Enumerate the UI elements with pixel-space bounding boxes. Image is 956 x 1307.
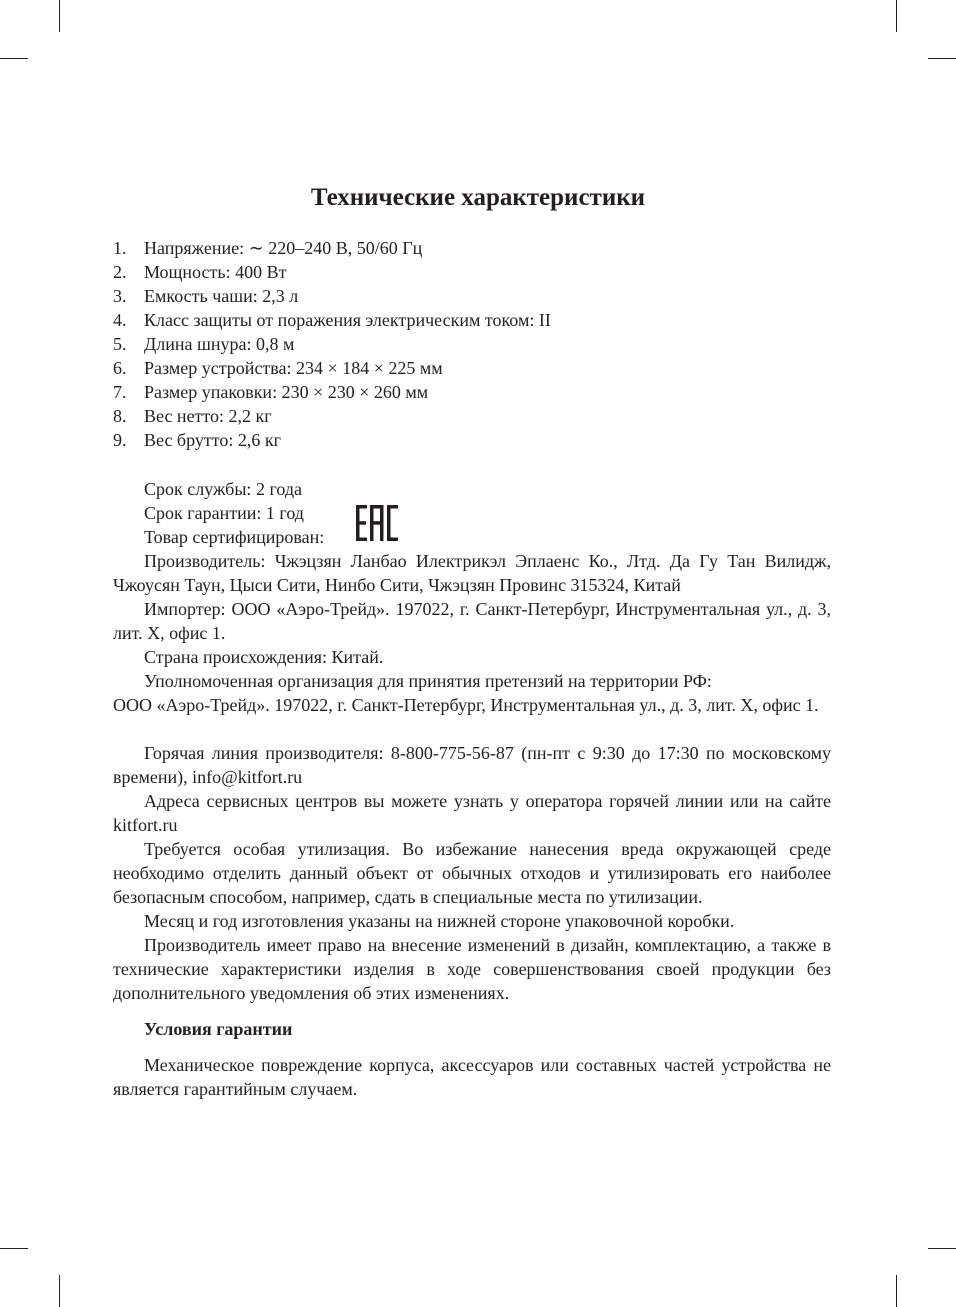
changes-notice: Производитель имеет право на внесение изменений в дизайн, комплектацию, а также в технические характеристики изделия в ходе совершенствования своей продукции без дополнительного уведомления об этих изменениях. (113, 935, 831, 1003)
list-item: 5. Длина шнура: 0,8 м (113, 334, 295, 354)
country-of-origin: Страна происхождения: Китай. (144, 647, 384, 667)
eac-mark-icon (356, 505, 398, 541)
manufacture-date: Месяц и год изготовления указаны на нижней стороне упаковочной коробки. (144, 911, 735, 931)
list-item: 3. Емкость чаши: 2,3 л (113, 286, 299, 306)
crop-mark (928, 58, 956, 59)
crop-mark (896, 0, 897, 32)
service-centers: Адреса сервисных центров вы можете узнать у оператора горячей линии или на сайте kitfort.ru (113, 791, 831, 835)
service-life: Срок службы: 2 года (144, 479, 303, 499)
crop-mark (59, 1275, 60, 1307)
crop-mark (0, 1248, 28, 1249)
crop-mark (0, 58, 28, 59)
crop-mark (896, 1275, 897, 1307)
list-item: 8. Вес нетто: 2,2 кг (113, 406, 272, 426)
warranty-heading: Условия гарантии (144, 1019, 293, 1039)
manufacturer: Производитель: Чжэцзян Ланбао Илектрикэл Эплаенс Ко., Лтд. Да Гу Тан Вилидж, Чжоусян Таун, Цыси Сити, Нинбо Сити, Чжэцзян Провинс 315324, Китай (113, 551, 831, 595)
spec-list (113, 236, 551, 452)
list-item: 7. Размер упаковки: 230 × 230 × 260 мм (113, 382, 429, 402)
list-item: 2. Мощность: 400 Вт (113, 262, 287, 282)
importer: Импортер: ООО «Аэро-Трейд». 197022, г. Санкт-Петербург, Инструментальная ул., д. 3, лит. Х, офис 1. (113, 599, 831, 643)
crop-mark (928, 1248, 956, 1249)
authorized-organization: Уполномоченная организация для принятия претензий на территории РФ: (144, 671, 712, 691)
warranty-period: Срок гарантии: 1 год (144, 503, 304, 523)
list-item: 6. Размер устройства: 234 × 184 × 225 мм (113, 358, 443, 378)
crop-mark (59, 0, 60, 32)
certified-label: Товар сертифицирован: (144, 527, 325, 547)
authorized-organization-address: ООО «Аэро-Трейд». 197022, г. Санкт-Петербург, Инструментальная ул., д. 3, лит. Х, офис 1. (113, 695, 819, 715)
hotline: Горячая линия производителя: 8-800-775-56-87 (пн-пт с 9:30 до 17:30 по московскому времени), info@kitfort.ru (113, 743, 831, 787)
page-title: Технические характеристики (310, 184, 646, 211)
list-item: 9. Вес брутто: 2,6 кг (113, 430, 281, 450)
warranty-text: Механическое повреждение корпуса, аксессуаров или составных частей устройства не является гарантийным случаем. (113, 1055, 831, 1099)
disposal-notice: Требуется особая утилизация. Во избежание нанесения вреда окружающей среде необходимо отделить данный объект от обычных отходов и утилизировать его наиболее безопасным способом, например, сдать в специальные места по утилизации. (113, 839, 831, 907)
list-item: 1. Напряжение: ∼ 220–240 В, 50/60 Гц (113, 238, 423, 258)
list-item: 4. Класс защиты от поражения электрическим током: II (113, 310, 551, 330)
